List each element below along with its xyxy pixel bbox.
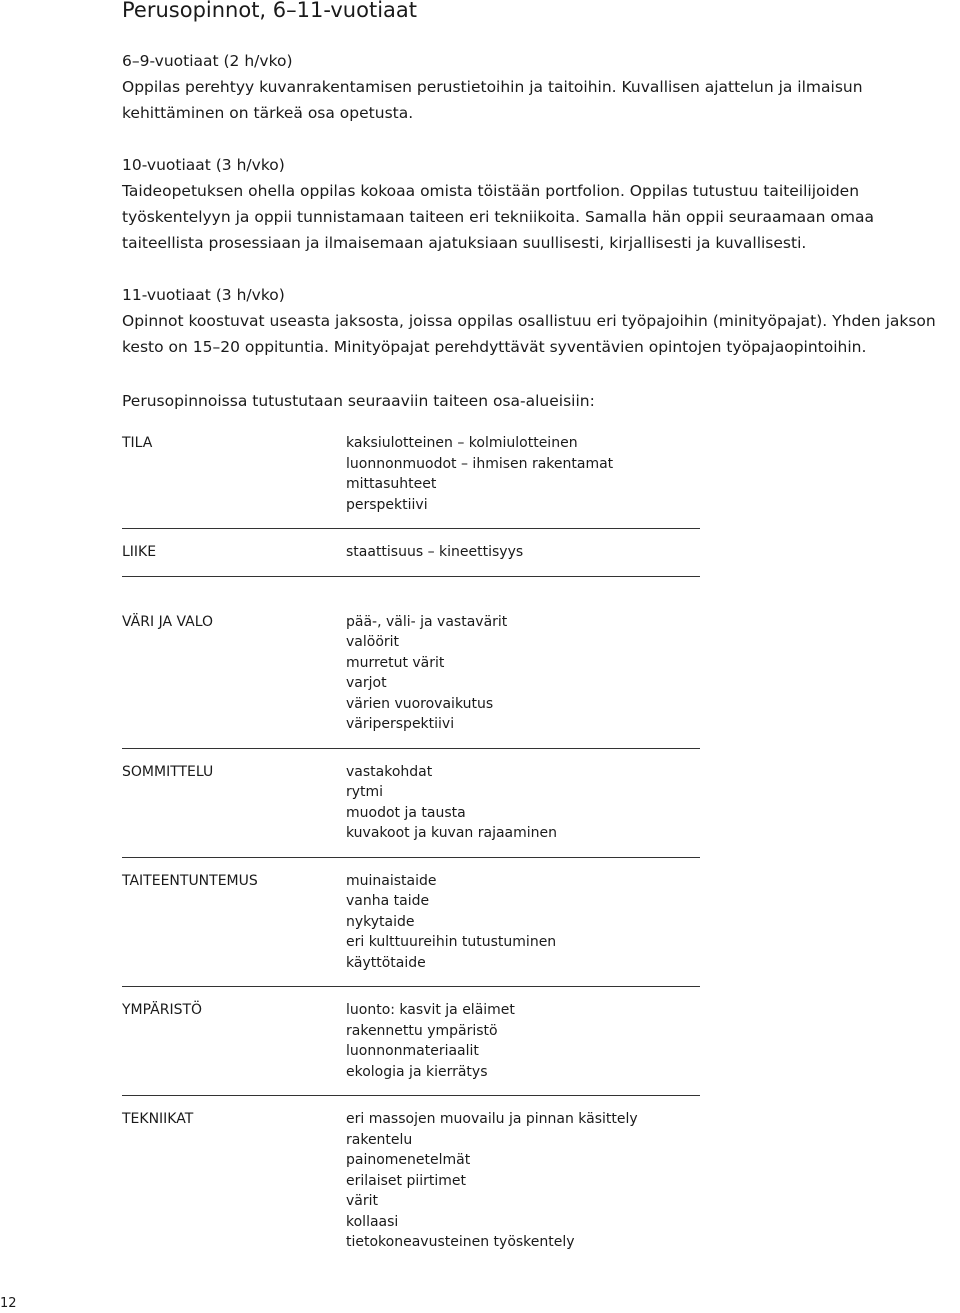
art-area-topic: eri kulttuureihin tutustuminen [346, 934, 557, 950]
art-area-name: SOMMITTELU [122, 763, 214, 780]
art-area-topic: perspektiivi [346, 496, 428, 513]
art-area-topic: kuvakoot ja kuvan rajaaminen [346, 825, 558, 841]
art-area-topic: nykytaide [346, 913, 415, 930]
art-area-row [122, 1109, 700, 1266]
art-area-topic: vanha taide [346, 893, 430, 909]
art-area-topic: erilaiset piirtimet [346, 1172, 467, 1189]
art-area-row [122, 1000, 700, 1096]
art-area-topic: rakentelu [346, 1131, 413, 1148]
art-area-topic: kollaasi [346, 1213, 399, 1230]
art-area-topic: painomenetelmät [346, 1152, 471, 1168]
age-group-section [122, 152, 956, 256]
art-area-topics [346, 1109, 700, 1253]
art-area-topics [346, 542, 700, 563]
art-area-topic: staattisuus – kineettisyys [346, 544, 524, 560]
art-area-topic: väriperspektiivi [346, 716, 455, 732]
art-area-row [122, 762, 700, 858]
art-area-topic: muinaistaide [346, 872, 437, 889]
art-area-name: TEKNIIKAT [122, 1111, 194, 1127]
art-area-topic: luonto: kasvit ja eläimet [346, 1002, 515, 1018]
age-group-descriptions [122, 48, 956, 386]
age-group-body: Taideopetuksen ohella oppilas kokoaa omista töistään portfolion. Oppilas tutustuu taiteilijoiden työskentelyyn ja oppii tunnistamaan taiteen eri tekniikoita. Samalla hän oppii seuraamaan omaa taiteellista prosessiaan ja ilmaisemaan ajatuksiaan suullisesti, kirjallisesti ja kuvallisesti. [122, 182, 874, 252]
art-area-topic: tietokoneavusteinen työskentely [346, 1234, 575, 1250]
art-area-row [122, 542, 700, 577]
art-area-topic: murretut värit [346, 654, 445, 671]
art-area-topic: kaksiulotteinen – kolmiulotteinen [346, 435, 578, 451]
art-area-topic: luonnonmateriaalit [346, 1043, 479, 1059]
art-area-name: VÄRI JA VALO [122, 613, 214, 630]
art-area-row [122, 612, 700, 749]
age-group-section [122, 282, 956, 360]
age-group-heading: 10-vuotiaat (3 h/vko) [122, 156, 285, 174]
art-area-name: TILA [122, 435, 153, 451]
art-area-topic: käyttötaide [346, 954, 426, 971]
art-area-topic: pää-, väli- ja vastavärit [346, 613, 508, 630]
art-area-topic: muodot ja tausta [346, 804, 466, 821]
age-group-heading: 6–9-vuotiaat (2 h/vko) [122, 52, 293, 70]
art-area-topic: ekologia ja kierrätys [346, 1063, 488, 1080]
art-area-topic: varjot [346, 675, 387, 691]
page-title: Perusopinnot, 6–11-vuotiaat [122, 0, 418, 22]
art-area-topic: värit [346, 1193, 378, 1209]
art-area-topic: luonnonmuodot – ihmisen rakentamat [346, 455, 614, 472]
art-area-topics [346, 1000, 700, 1082]
age-group-body: Opinnot koostuvat useasta jaksosta, joissa oppilas osallistuu eri työpajoihin (minityöpajat). Yhden jakson kesto on 15–20 oppituntia. Minityöpajat perehdyttävät syventävien opintojen työpajaopintoihin. [122, 312, 936, 356]
art-area-name: TAITEENTUNTEMUS [122, 872, 258, 889]
art-area-topic: värien vuorovaikutus [346, 695, 494, 712]
art-area-topic: rakennettu ympäristö [346, 1022, 498, 1039]
art-area-topics [346, 871, 700, 974]
art-area-topic: rytmi [346, 784, 384, 800]
art-area-row [122, 433, 700, 529]
art-area-row [122, 871, 700, 988]
subjects-heading: Perusopinnoissa tutustutaan seuraaviin taiteen osa-alueisiin: [122, 392, 595, 410]
page-number: 12 [0, 1296, 17, 1311]
age-group-section [122, 48, 956, 126]
art-area-topic: vastakohdat [346, 763, 433, 780]
art-area-topics [346, 433, 700, 515]
art-area-topic: mittasuhteet [346, 476, 437, 492]
art-area-name: LIIKE [122, 544, 157, 560]
age-group-body: Oppilas perehtyy kuvanrakentamisen perustietoihin ja taitoihin. Kuvallisen ajattelun ja ilmaisun kehittäminen on tärkeä osa opetusta. [122, 78, 863, 122]
art-areas-list [122, 433, 700, 1279]
art-area-topics [346, 612, 700, 735]
art-area-topic: valöörit [346, 634, 400, 650]
art-area-topics [346, 762, 700, 844]
art-area-name: YMPÄRISTÖ [122, 1002, 203, 1018]
age-group-heading: 11-vuotiaat (3 h/vko) [122, 286, 285, 304]
art-area-topic: eri massojen muovailu ja pinnan käsittely [346, 1111, 638, 1127]
